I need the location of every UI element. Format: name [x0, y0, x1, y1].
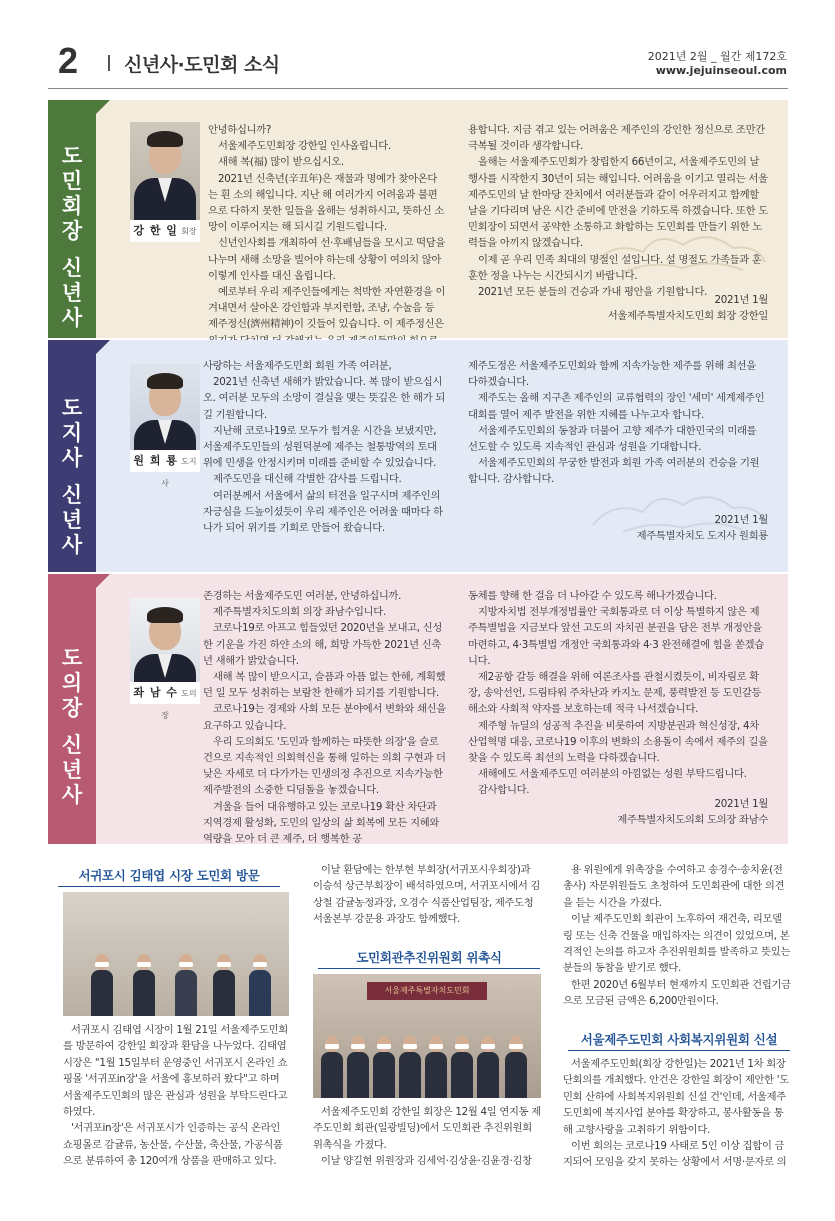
- paragraph: 서울제주도민회(회장 강한일)는 2021년 1차 회장단회의를 개최했다. 안건은 강한일 회장이 제안한 '도민회 산하에 사회복지위원회 신설 건'인데, 서울제주도민회에 복지사업 분야를 확장하고, 봉사활동을 통해 고향사랑을 고취하기 위함이다.: [563, 1058, 789, 1136]
- message-date: 2021년 1월: [714, 798, 768, 810]
- portrait-photo: [130, 364, 200, 462]
- article-body-continued: [313, 862, 541, 928]
- paragraph: 이날 제주도민회 회관이 노후하여 재건축, 리모델링 또는 신축 건물을 매입하자는 의견이 있었으며, 본격적인 논의를 하고자 추진위원회를 발족하고 뜻있는 분들의 동참을 받기로 했다.: [563, 913, 791, 975]
- message-date: 2021년 1월: [714, 294, 768, 306]
- article-body: [63, 1022, 291, 1170]
- paragraph: 서울제주도민회 강한일 회장은 12월 4일 연지동 제주도민회 회관(일광빌딩)에서 도민회관 추진위원회 위촉식을 가졌다.: [313, 1106, 541, 1151]
- message-signature: 제주특별자치도의회 도의장 좌남수: [617, 814, 768, 827]
- paragraph: 이날 양길현 위원장과 김세억·김상윤·김윤경·김창: [321, 1155, 532, 1168]
- message-column-1: [203, 358, 446, 536]
- side-label-char: 신: [61, 733, 83, 757]
- paragraph: 신년인사회를 개최하여 선·후배님들을 모시고 떡담을 나누며 새해 소망을 빌어야 하는데 상황이 여의치 않아 이렇게 인사를 대신 올립니다.: [208, 237, 446, 282]
- side-label-char: 장: [61, 696, 83, 720]
- side-label-char: 년: [61, 281, 83, 305]
- section-side-label: [48, 340, 96, 572]
- message-column-1: [208, 122, 446, 365]
- side-label-char: 신: [61, 256, 83, 280]
- section-side-label: [48, 574, 96, 844]
- paragraph: 2021년 신축년(辛丑年)은 재물과 명예가 찾아온다는 흰 소의 해입니다. 지난 해 여러가지 어려움과 불편으로 다하지 못한 일들을 올해는 성취하시고, 뜻하신 소망이 이루어지는 해 되시길 기원드립니다.: [208, 172, 445, 234]
- paragraph: 용 위원에게 위촉장을 수여하고 송경수·송치윤(전 총사) 자문위원들도 초청하여 도민회관에 대한 의견을 듣는 시간을 가졌다.: [563, 864, 785, 909]
- paragraph: 제주도민을 대신해 각별한 감사를 드립니다.: [213, 473, 402, 486]
- header-rule: [48, 88, 788, 89]
- paragraph: 지난해 코로나19로 모두가 힘겨운 시간을 보냈지만, 서울제주도민들의 성원덕분에 제주는 철통방역의 토대 위에 민생을 안정시키며 미래를 준비할 수 있었습니다.: [203, 424, 437, 470]
- article-body-continued: [563, 862, 791, 1010]
- paragraph: 예로부터 우리 제주인들에게는 척박한 자연환경을 이겨내면서 살아온 강인함과 부지런함, 조냥, 수눌음 등 제주정신(濟州精神)이 깃들어 있습니다. 이 제주정신은: [208, 286, 446, 331]
- side-label-char: 도: [61, 144, 83, 168]
- message-column-2: [468, 358, 768, 488]
- paragraph: 감사합니다.: [478, 784, 530, 797]
- paragraph: 우리 도의회도 '도민과 함께하는 따뜻한 의장'을 슬로건으로 지속적인 의회혁신을 통해 일하는 의회 구현과 더 낮은 자세로 더 다가가는 민생의정 추진으로 지속가능한 제주발전의 소중한 디딤돌을 놓겠습니다.: [203, 735, 446, 797]
- paragraph: 한편 2020년 6월부터 현재까지 도민회관 건립기금으로 모금된 금액은 6,200만원이다.: [563, 978, 791, 1008]
- side-label-char: 의: [61, 671, 83, 695]
- paragraph: 안녕하십니까?: [208, 124, 272, 136]
- message-date: 2021년 1월: [714, 514, 768, 526]
- side-label-char: 년: [61, 758, 83, 782]
- header-divider: [108, 55, 110, 71]
- paragraph: 서울제주도민회의 동참과 더불어 고향 제주가 대한민국의 미래를 선도할 수 있도록 지속적인 관심과 성원을 기대합니다.: [468, 424, 757, 454]
- message-column-2: [468, 588, 768, 799]
- page-number: 2: [58, 40, 78, 81]
- side-label-char: 민: [61, 169, 83, 193]
- side-label-char: 도: [61, 396, 83, 420]
- paragraph: 동체를 향해 한 걸음 더 나아갈 수 있도록 해나가겠습니다.: [468, 590, 717, 602]
- paragraph: 이번 회의는 코로나19 사태로 5인 이상 집합이 금지되어 모임을 갖지 못하는 상황에서 서명·문자로 의: [563, 1140, 787, 1169]
- side-label-char: 사: [61, 533, 83, 557]
- website-link[interactable]: www.jejuinseoul.com: [655, 64, 787, 77]
- paragraph: 제주도는 올해 지구촌 제주인의 교류협력의 장인 '세미' 세계제주인대회를 열어 제주 발전을 위한 지혜를 나누고자 합니다.: [468, 392, 765, 421]
- side-label-char: 회: [61, 194, 83, 218]
- side-label-char: 사: [61, 783, 83, 807]
- paragraph: 존경하는 서울제주도민 여러분, 안녕하십니까.: [203, 590, 402, 602]
- side-label-char: 사: [61, 446, 83, 470]
- article-body: [563, 1056, 791, 1171]
- president-new-year-message: [48, 100, 788, 338]
- section-side-label: [48, 100, 96, 338]
- paragraph: 2021년 신축년 새해가 밝았습니다. 복 많이 받으십시오. 여러분 모두의 소망이 결실을 맺는 뜻깊은 한 해가 되길 기원합니다.: [203, 376, 445, 421]
- message-signature: 제주특별자치도 도지사 원희룡: [636, 530, 768, 543]
- paragraph: 새해 복(福) 많이 받으십시오.: [218, 156, 344, 169]
- cloud-ornament-icon: [583, 220, 773, 280]
- paragraph: 제주형 뉴딜의 성공적 추진을 비롯하여 지방분권과 혁신성장, 4차 산업혁명 대응, 코로나19 이후의 변화의 소용돌이 속에서 제주의 길을 찾을 수 있도록 최선의 노력을 다하겠습니다.: [468, 719, 768, 765]
- person-name-label: 좌 남 수 도의장: [130, 682, 200, 704]
- paragraph: 서울제주도민회장 강한일 인사올립니다.: [218, 140, 391, 153]
- paragraph: 용합니다. 지금 겪고 있는 어려움은 제주인의 강인한 정신으로 조만간 극복될 것이라 생각합니다.: [468, 124, 765, 153]
- paragraph: 새해 복 많이 받으시고, 슬픔과 아픔 없는 한해, 계획했던 일 모두 성취하는 보람찬 한해가 되기를 기원합니다.: [203, 671, 446, 700]
- paragraph: 2021년 모든 분들의 건승과 가내 평안을 기원합니다.: [478, 286, 708, 299]
- paragraph: 제주특별자치도의회 의장 좌남수입니다.: [213, 606, 386, 619]
- council-chair-new-year-message: [48, 574, 788, 844]
- paragraph: 제2공항 갈등 해결을 위해 여론조사를 관철시켰듯이, 비자림로 확장, 송악선언, 드림타워 주차난과 카지노 문제, 풍력발전 등 도민갈등 해소와 사회적 약자를 보호하는데 적극 나서겠습니다.: [468, 671, 762, 716]
- article-body: [313, 1104, 541, 1170]
- side-label-char: 도: [61, 646, 83, 670]
- side-label-char: 장: [61, 219, 83, 243]
- side-label-char: [48, 471, 96, 483]
- paragraph: 사랑하는 서울제주도민회 회원 가족 여러분,: [203, 360, 392, 372]
- person-name-label: 강 한 일 회장: [130, 220, 200, 242]
- paragraph: 코로나19는 경제와 사회 모든 분야에서 변화와 쇄신을 요구하고 있습니다.: [203, 703, 446, 732]
- paragraph: '서귀포in장'은 서귀포시가 인증하는 공식 온라인 쇼핑몰로 감귤류, 농산물, 수산물, 축산물, 가공식품으로 분류하여 총 120여개 상품을 판매하고 있다.: [63, 1122, 283, 1168]
- paragraph: 지방자치법 전부개정법률안 국회통과로 더 이상 특별하지 않은 제주특별법을 지금보다 앞선 고도의 자치권 분권을 담은 전부 개정안을 마련하고, 4·3특별법 개정안 국회통과와 4·3 완전해결에 힘을 쏟겠습니다.: [468, 606, 764, 667]
- governor-new-year-message: [48, 340, 788, 572]
- person-name-label: 원 희 룡 도지사: [130, 450, 200, 472]
- message-column-1: [203, 588, 446, 847]
- paragraph: 서귀포시 김태엽 시장이 1월 21일 서울제주도민회를 방문하여 강한일 회장과 환담을 나누었다. 김태엽 시장은 "1월 15일부터 운영중인 서귀포시 온라인 쇼핑몰 '서귀포in장'을 서울에 홍보하러 왔다"고 하며 서울제주도민회의 많은 관심과 성원을 부탁드린다고 하였다.: [63, 1024, 288, 1119]
- paragraph: 새해에도 서울제주도민 여러분의 아낌없는 성원 부탁드립니다.: [478, 768, 747, 781]
- article-photo: [313, 974, 541, 1098]
- page-header: [0, 0, 835, 92]
- paragraph: 서울제주도민회의 무궁한 발전과 회원 가족 여러분의 건승을 기원합니다. 감사합니다.: [468, 457, 760, 486]
- event-banner: 서울제주특별자치도민회: [367, 982, 487, 1000]
- paragraph: 여러분께서 서울에서 삶의 터전을 일구시며 제주인의 자긍심을 드높이셨듯이 우리 제주인은 어려울 때마다 하나가 되어 위기를 기회로 만들어 왔습니다.: [203, 489, 443, 535]
- paragraph: 제주도정은 서울제주도민회와 함께 지속가능한 제주를 위해 최선을 다하겠습니다.: [468, 360, 756, 389]
- message-signature: 서울제주특별자치도민회 회장 강한일: [607, 310, 768, 323]
- side-label-char: 신: [61, 483, 83, 507]
- article-headline: 도민회관추진위원회 위촉식: [318, 948, 540, 969]
- paragraph: 올해는 서울제주도민회가 창립한지 66년이고, 서울제주도민의 날 행사를 시작한지 30년이 되는 해입니다. 어려움을 이기고 열리는 서울제주도민의 날 한마당 잔치에서 여러분들과 같이 어우러지고 함께할 날을 기다리며 남은 시간 준비에 만전을 기하도록 하겠습니다. 또한 도민회장이 되면서 공약한 소통하고 화합하는 도민회를 만들기 위한 노력들을 아끼지 않겠습니다.: [468, 156, 768, 250]
- side-label-char: 년: [61, 508, 83, 532]
- article-photo: [63, 892, 289, 1016]
- side-label-char: [48, 244, 96, 256]
- article-headline: 서울제주도민회 사회복지위원회 신설: [568, 1030, 790, 1051]
- issue-info: 2021년 2월 _ 월간 제172호: [647, 50, 787, 63]
- article-headline: 서귀포시 김태엽 시장 도민회 방문: [58, 866, 280, 887]
- paragraph: 이날 환담에는 한부현 부회장(서귀포시우회장)과 이승석 상근부회장이 배석하였으며, 서귀포시에서 김상철 감귤농정과장, 오경수 식품산업팀장, 제주도청 서울본부 강문용 과장도 함께했다.: [313, 864, 541, 926]
- section-title: 신년사·도민회 소식: [124, 54, 280, 76]
- paragraph: 코로나19로 아프고 힘들었던 2020년을 보내고, 신성한 기운을 가진 하얀 소의 해, 희망 가득한 2021년 신축년 새해가 밝았습니다.: [203, 622, 442, 667]
- portrait-photo: [130, 122, 200, 220]
- side-label-char: 지: [61, 421, 83, 445]
- side-label-char: [48, 721, 96, 733]
- side-label-char: 사: [61, 306, 83, 330]
- paragraph: 이제 곧 우리 민족 최대의 명절인 설입니다. 설 명절도 가족들과 훈훈한 정을 나누는 시간되시기 바랍니다.: [468, 253, 762, 282]
- paragraph: 겨울을 들어 대유행하고 있는 코로나19 확산 차단과 지역경제 활성화, 도민의 일상의 삶 회복에 모든 지혜와 역량을 모아 더 큰 제주, 더 행복한 공: [203, 800, 440, 846]
